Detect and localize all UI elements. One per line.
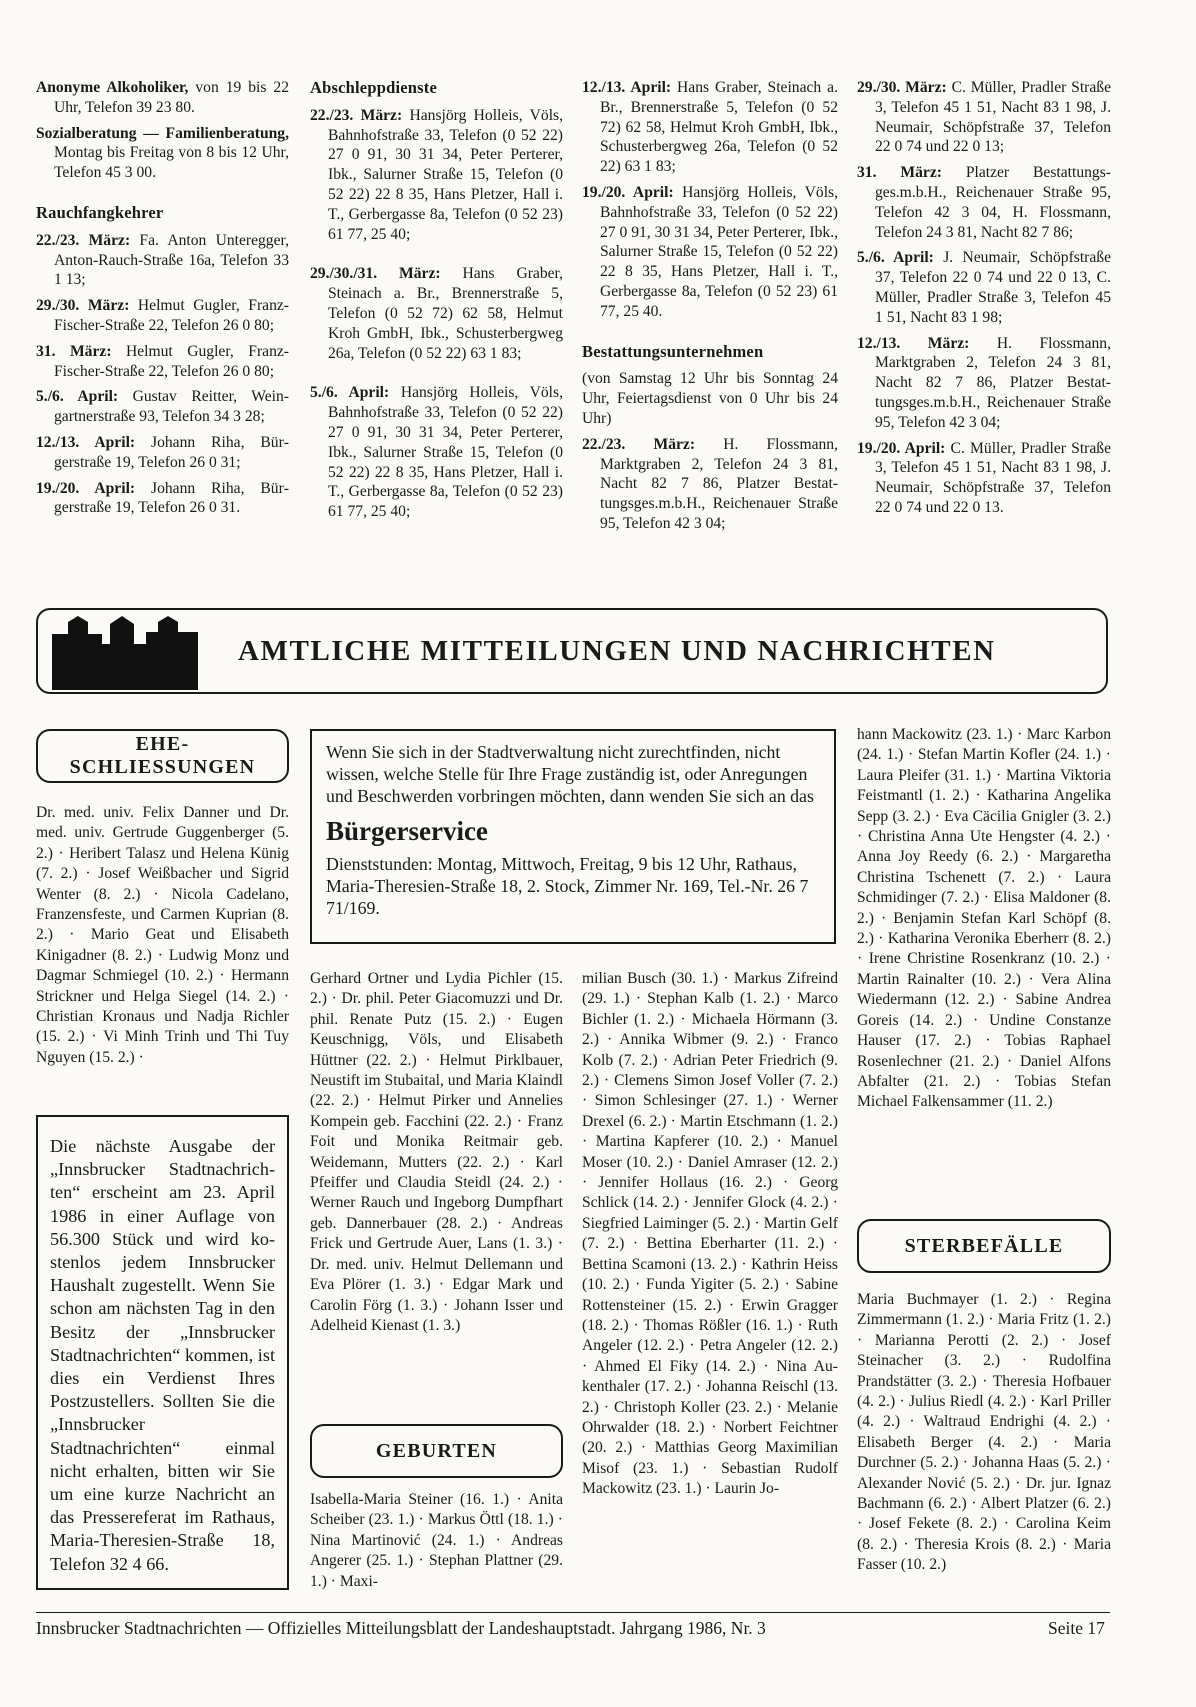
buergerservice-title: Bürgerservice xyxy=(326,816,488,846)
duty-entry: 5./6. April: Gustav Reitter, Weingartnerstraße 93, Telefon 34 3 28; xyxy=(36,388,289,426)
duty-entry: 22./23. März: Hansjörg Holleis, Völs, Bahnhofstraße 33, Telefon (0 52 22) 27 0 91, 30 31 34, Peter Perterer, Ibk., Salurner Straße 15, Telefon (0 52 22) 22 8 35, Hans Pletzer, Hall i. T., Gerbergasse 8a, Telefon (0 52 23) 61 77, 25 40; xyxy=(310,106,563,243)
marriages-text: Dr. med. univ. Felix Danner und Dr. med. univ. Gertrude Guggenberger (5. 2.) · Heribert Talasz und Helena Künig (7. 2.) · Josef Weißbacher und Sigrid Wenter (8. 2.) · Nicola Cadelano, Franzensfeste, und Carmen Kuprian (8. 2.) · Mario Geat und Elisabeth Kinigadner (8. 2.) · Ludwig Monz und Dagmar Schmiegel (10. 2.) · Hermann Strickner und Helga Siegel (14. 2.) · Christian Kronaus und Nadja Richler (15. 2.) · Vi Minh Trinh und Thi Tuy Nguyen (15. 2.) · xyxy=(36,804,289,1066)
duty-entry: 31. März: Helmut Gugler, Franz-Fischer-Straße 22, Telefon 26 0 80; xyxy=(36,342,289,380)
births-col-c: hann Mackowitz (23. 1.) · Marc Karbon (24. 1.) · Stefan Martin Kofler (24. 1.) · Laura Pleifer (31. 1.) · Martina Viktoria Feistmantl (1. 2.) · Katharina Angelika Sepp (3. 2.) · Eva Cäcilia Gnigler (3. 2.) · Christina Anna Ute Hengster (4. 2.) · Anna Joy Reedy (6. 2.) · Margaretha Christina Tschenett (7. 2.) · Laura Schmidinger (7. 2.) · Elisa Maldoner (8. 2.) · Benjamin Stefan Karl Schöpf (8. 2.) · Katharina Veronika Eberherr (8. 2.) · Irene Christine Rosenkranz (10. 2.) · Martin Rainalter (10. 2.) · Vera Alina Wiedermann (12. 2.) · Sabine Andrea Goreis (14. 2.) · Undine Constanze Hauser (17. 2.) · Tobias Raphael Rosenlechner (21. 2.) · Daniel Alfons Abfalter (21. 2.) · Tobias Stefan Michael Falkensammer (11. 2.) xyxy=(857,726,1111,1111)
section-banner xyxy=(36,608,1108,694)
deaths-text: Maria Buchmayer (1. 2.) · Regina Zimmermann (1. 2.) · Maria Fritz (1. 2.) · Marianna Perotti (2. 2.) · Josef Steinacher (3. 2.) · Rudolfina Prandstätter (3. 2.) · Theresia Hofbauer (4. 2.) · Julius Riedl (4. 2.) · Karl Priller (4. 2.) · Waltraud Endrighi (4. 2.) · Elisabeth Berger (4. 2.) · Maria Durchner (5. 2.) · Johanna Haas (5. 2.) · Alexander Nović (5. 2.) · Dr. jur. Ignaz Bachmann (6. 2.) · Albert Platzer (6. 2.) · Josef Fekete (8. 2.) · Carolina Keim (8. 2.) · Theresia Krois (8. 2.) · Maria Fasser (10. 2.) xyxy=(857,1291,1111,1574)
marriages-continued: Gerhard Ortner und Lydia Pichler (15. 2.) · Dr. phil. Peter Giacomuzzi und Dr. phil. Renate Putz (15. 2.) · Eugen Keuschnigg, Völs, und Elisabeth Hüttner (22. 2.) · Helmut Pirklbauer, Neustift im Stubaital, und Maria Klaindl (22. 2.) · Helmut Pirker und Annelies Kompein geb. Facchini (22. 2.) · Franz Foit und Monika Reitmair geb. Weidemann, Mutters (22. 2.) · Karl Pfeiffer und Claudia Steidl (24. 2.) · Werner Rauch und Ingeborg Dumpfhart geb. Dannerbauer (28. 2.) · Andreas Frick und Gertrude Auer, Lans (1. 3.) · Dr. med. univ. Helmut Dellemann und Eva Plörer (1. 3.) · Edgar Mark und Carolin Förg (1. 3.) · Johann Isser und Adelheid Kienast (1. 3.) xyxy=(310,970,563,1334)
city-silhouette-icon xyxy=(50,614,200,690)
duty-entry: 19./20. April: Johann Riha, Bürgerstraße 19, Telefon 26 0 31. xyxy=(36,479,289,517)
duty-entry: 22./23. März: H. Flossmann, Marktgraben 2, Telefon 24 3 81, Nacht 82 7 86, Platzer Bestattungsges.m.b.H., Reichenauer Straße 95, Telefon 42 3 04; xyxy=(582,435,838,532)
marriages-heading: EHE- SCHLIESSUNGEN xyxy=(36,729,289,783)
next-issue-box xyxy=(36,1115,289,1590)
duty-entry: 31. März: Platzer Bestattungsges.m.b.H., Reichenauer Straße 95, Telefon 42 3 04, H. Flossmann, Telefon 24 3 81, Nacht 82 7 86; xyxy=(857,164,1111,241)
column-3 xyxy=(582,78,838,540)
duty-entry: 19./20. April: C. Müller, Pradler Straße 3, Telefon 45 1 51, Nacht 83 1 98, J. Neumair, Schöpfstraße 37, Telefon 22 0 74 und 22 0 13. xyxy=(857,439,1111,516)
duty-entry: 12./13. April: Hans Graber, Steinach a. Br., Brennerstraße 5, Telefon (0 52 72) 62 58, Helmut Kroh GmbH, Ibk., Schusterbergweg 26a, Telefon (0 52 22) 63 1 83; xyxy=(582,79,838,176)
abschleppdienste-heading: Abschleppdienste xyxy=(310,78,437,97)
next-issue-text: Die nächste Ausgabe der „Innsbrucker Stadtnachrichten“ erscheint am 23. April 1986 in einer Auflage von 56.300 Stück und wird kostenlos jedem Innsbrucker Haushalt zugestellt. Wenn Sie schon am nächsten Tag in den Besitz der „Innsbrucker Stadtnachrichten“ kommen, ist dies ein Verdienst Ihres Postzustellers. Sollten Sie die „Innsbrucker Stadtnachrichten“ einmal nicht erhalten, bitten wir Sie um eine kurze Nachricht an das Pressereferat im Rathaus, Maria-Theresien-Straße 18, Telefon 32 4 66. xyxy=(50,1136,275,1574)
column-4 xyxy=(857,78,1111,524)
page-number: Seite 17 xyxy=(1048,1618,1105,1638)
buergerservice-box xyxy=(310,729,836,944)
births-col-b: milian Busch (30. 1.) · Markus Zifreind (29. 1.) · Stephan Kalb (1. 2.) · Marco Bichler (1. 2.) · Michaela Hörmann (3. 2.) · Annika Wibmer (9. 2.) · Franco Kolb (7. 2.) · Adrian Peter Friedrich (9. 2.) · Clemens Simon Josef Voller (7. 2.) · Simon Schlesinger (27. 1.) · Werner Drexel (6. 2.) · Martin Etschmann (1. 2.) · Martina Kapferer (10. 2.) · Manuel Moser (10. 2.) · Daniel Amraser (12. 2.) · Jennifer Hollaus (16. 2.) · Georg Schlick (14. 2.) · Jennifer Glock (4. 2.) · Siegfried Laiminger (5. 2.) · Martin Gelf (7. 2.) · Bettina Eberharter (11. 2.) · Bettina Scamoni (13. 2.) · Kathrin Heiss (10. 2.) · Funda Yigiter (5. 2.) · Sabine Rottensteiner (15. 2.) · Erwin Gragger (18. 2.) · Thomas Rößler (16. 1.) · Ruth Angeler (12. 2.) · Petra Angeler (12. 2.) · Ahmed El Fiky (14. 2.) · Nina Aukenthaler (17. 2.) · Johanna Reischl (13. 2.) · Christoph Koller (23. 2.) · Melanie Ohrwalder (18. 2.) · Norbert Feichtner (20. 2.) · Matthias Georg Maximilian Misof (23. 1.) · Sebastian Rudolf Mackowitz (23. 1.) · Laurin Jo- xyxy=(582,970,838,1498)
buergerservice-hours: Dienststunden: Montag, Mittwoch, Freitag, 9 bis 12 Uhr, Rathaus, Maria-Theresien-Straße 18, 2. Stock, Zimmer Nr. 169, Tel.-Nr. 26 7 71/169. xyxy=(326,854,809,918)
duty-entry: 22./23. März: Fa. Anton Unteregger, Anton-Rauch-Straße 16a, Telefon 33 1 13; xyxy=(36,231,289,289)
duty-entry: 19./20. April: Hansjörg Holleis, Völs, Bahnhofstraße 33, Telefon (0 52 22) 27 0 91, 30 31 34, Peter Perterer, Ibk., Salurner Straße 15, Telefon (0 52 22) 22 8 35, Hans Pletzer, Hall i. T., Gerbergasse 8a, Telefon (0 52 23) 61 77, 25 40. xyxy=(582,183,838,320)
duty-entry: 12./13. März: H. Flossmann, Marktgraben 2, Telefon 24 3 81, Nacht 82 7 86, Platzer Bestattungsges.m.b.H., Reichenauer Straße 95, Telefon 42 3 04; xyxy=(857,334,1111,431)
duty-entry: 5./6. April: J. Neumair, Schöpfstraße 37, Telefon 22 0 74 und 22 0 13, C. Müller, Pradler Straße 3, Telefon 45 1 51, Nacht 83 1 98; xyxy=(857,249,1111,326)
duty-entry: 29./30. März: Helmut Gugler, Franz-Fischer-Straße 22, Telefon 26 0 80; xyxy=(36,297,289,334)
sozialberatung-entry: Sozialberatung — Familienberatung, Montag bis Freitag von 8 bis 12 Uhr, Telefon 45 3 00. xyxy=(36,124,289,182)
bestattung-heading: Bestattungsunternehmen xyxy=(582,341,764,361)
footer-publication: Innsbrucker Stadtnachrichten — Offizielles Mitteilungsblatt der Landeshauptstadt. Jahrgang 1986, Nr. 3 xyxy=(36,1618,766,1638)
banner-title: AMTLICHE MITTEILUNGEN UND NACHRICHTEN xyxy=(238,635,996,667)
column-1 xyxy=(36,78,289,524)
births-col-a: Isabella-Maria Steiner (16. 1.) · Anita Scheiber (23. 1.) · Markus Öttl (18. 1.) · Nina Martinović (24. 1.) · Andreas Angerer (25. 1.) · Stephan Plattner (29. 1.) · Maxi- xyxy=(310,1491,563,1590)
buergerservice-intro: Wenn Sie sich in der Stadtverwaltung nicht zurechtfinden, nicht wissen, welche Stelle für Ihre Frage zuständig ist, oder Anregungen und Beschwerden vorbringen möchten, dann wenden Sie sich an das xyxy=(326,742,814,806)
duty-entry: 29./30. März: C. Müller, Pradler Straße 3, Telefon 45 1 51, Nacht 83 1 98, J. Neumair, Schöpfstraße 37, Telefon 22 0 74 und 22 0 13; xyxy=(857,79,1111,156)
bestattung-note: (von Samstag 12 Uhr bis Sonntag 24 Uhr, Feiertagsdienst von 0 Uhr bis 24 Uhr) xyxy=(582,370,838,427)
aa-entry: Anonyme Alkoholiker, von 19 bis 22 Uhr, Telefon 39 23 80. xyxy=(36,79,289,116)
column-2 xyxy=(310,78,563,528)
duty-entry: 29./30./31. März: Hans Graber, Steinach a. Br., Brennerstraße 5, Telefon (0 52 72) 62 58, Helmut Kroh GmbH, Ibk., Schusterbergweg 26a, Telefon (0 52 22) 63 1 83; xyxy=(310,265,563,362)
deaths-heading: STERBEFÄLLE xyxy=(857,1219,1111,1273)
births-heading: GEBURTEN xyxy=(310,1424,563,1478)
rauchfangkehrer-heading: Rauchfangkehrer xyxy=(36,202,164,222)
duty-entry: 12./13. April: Johann Riha, Bürgerstraße 19, Telefon 26 0 31; xyxy=(36,433,289,471)
duty-entry: 5./6. April: Hansjörg Holleis, Völs, Bahnhofstraße 33, Telefon (0 52 22) 27 0 91, 30 31 34, Peter Perterer, Ibk., Salurner Straße 15, Telefon (0 52 22) 22 8 35, Hans Pletzer, Hall i. T., Gerbergasse 8a, Telefon (0 52 23) 61 77, 25 40; xyxy=(310,384,563,521)
footer-rule xyxy=(36,1612,1110,1613)
